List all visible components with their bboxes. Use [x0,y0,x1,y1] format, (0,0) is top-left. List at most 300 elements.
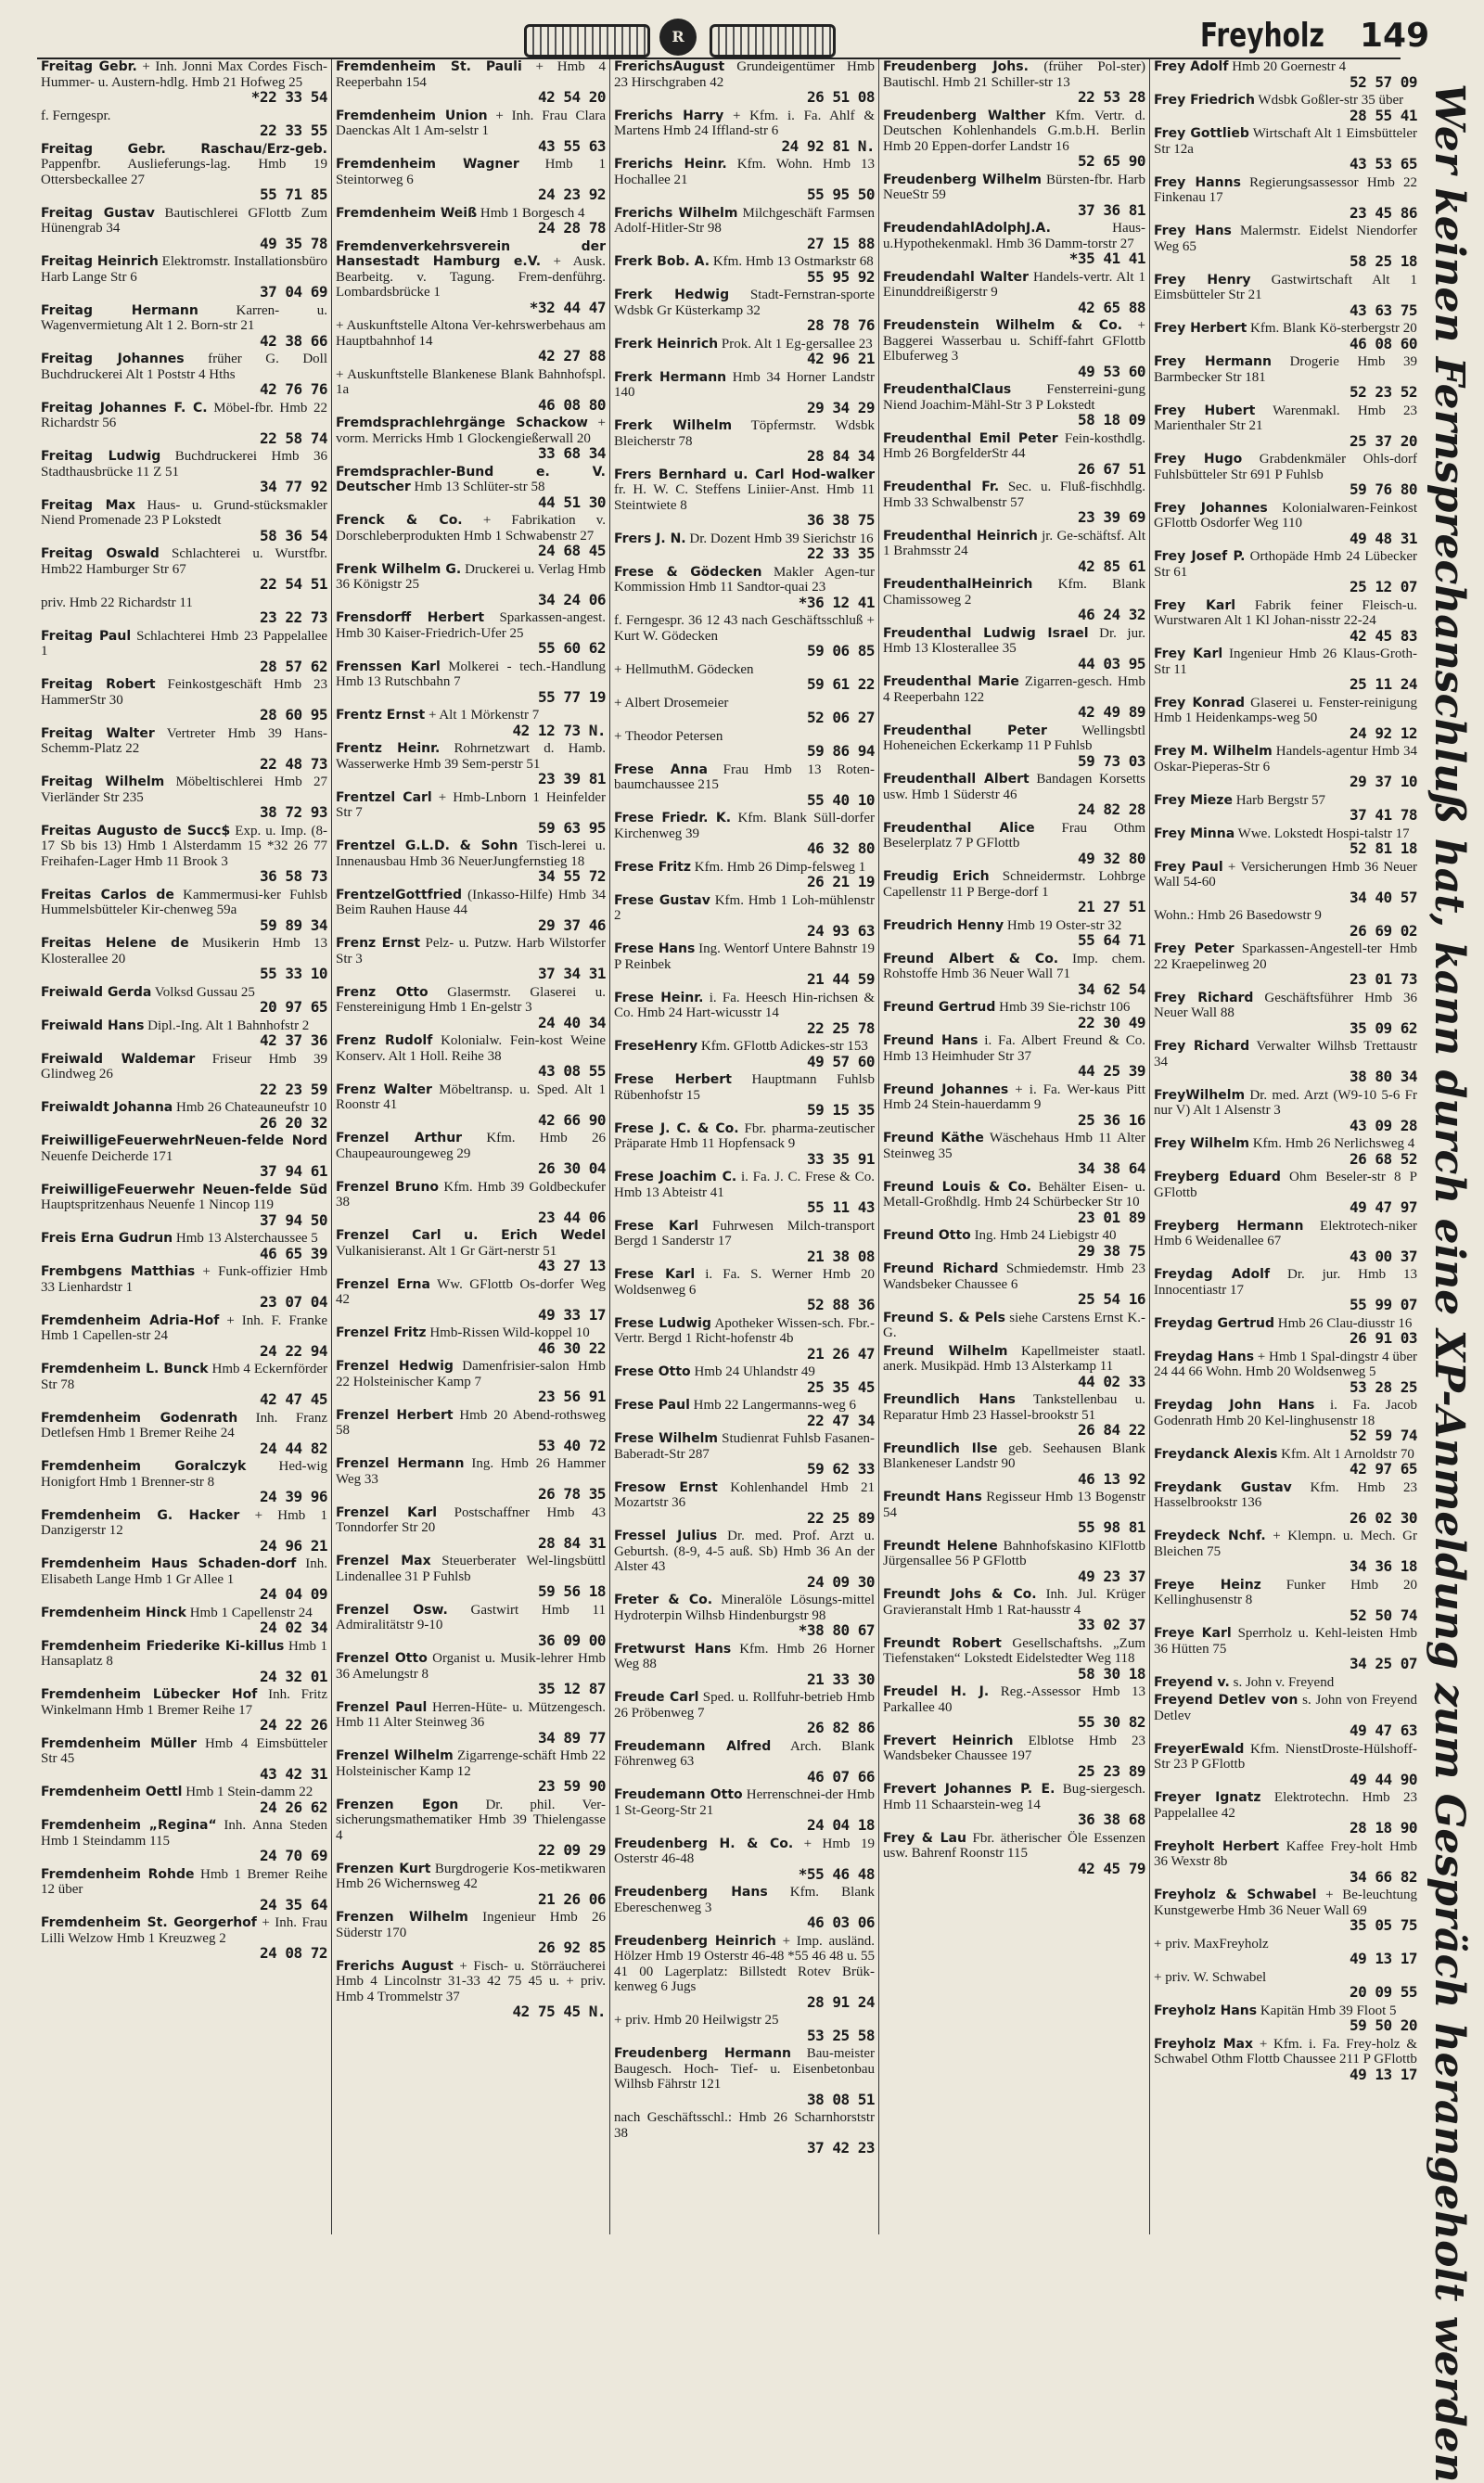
listing-details: Inh. Franz Detlefsen Hmb 1 Bremer Reihe 24 [41,1410,328,1440]
listing-phone: 46 30 22 [537,1338,606,1357]
listing-phone: 34 38 64 [1077,1159,1145,1177]
listing-phone: 35 05 75 [1349,1916,1417,1934]
listing-details: + Baggerei Wasserbau u. Schiff-fahrt GFlottb Elbuferweg 3 [883,318,1146,364]
listing-phone: 23 22 73 [259,608,327,626]
listing-details: Töpfermstr. Wdsbk Bleicherstr 78 [614,418,875,449]
listing-phone: 26 91 03 [1349,1329,1417,1347]
listing-phone: 29 34 29 [806,398,875,416]
listing-details: Hmb 20 Abend-rothsweg 58 [336,1407,606,1438]
listing-name: Frey Hubert [1154,403,1256,418]
listing-details: + priv. W. Schwabel [1154,1969,1267,1985]
listing-details: Makler Agen-tur Kommission Hmb 11 Sandtor-quai 23 [614,564,875,595]
listing-entry [41,1508,327,1555]
listing-details: Ing. Hmb 24 Liebigstr 40 [974,1228,1117,1243]
listing-entry [336,610,606,657]
listing-name: Freitag Gebr. [41,59,137,74]
listing-details: Dr. med. Prof. Arzt u. Geburtsh. (8-9, 4-5 auß. Sb) Hmb 36 An der Alster 43 [614,1529,876,1574]
listing-name: Frese Herbert [614,1072,732,1087]
listing-entry [1154,321,1417,352]
listing-entry [614,1885,875,1931]
listing-name: Frentzel Carl [336,789,432,805]
listing-name: Frey Herbert [1154,321,1247,336]
listing-details: + Imp. ausländ. Hölzer Hmb 19 Osterstr 46-48 *55 46 48 u. 55 41 00 Lagerplatz: Billstedt Rotev Brük-kenweg 6 Jugs [614,1933,876,1994]
listing-name: Frese Karl [614,1218,699,1234]
listing-name: Freundlich Ilse [883,1440,998,1456]
listing-entry [336,109,606,155]
listing-phone: 24 04 18 [806,1816,875,1834]
listing-details: nach Geschäftsschl.: Hmb 26 Scharnhorststr 38 [614,2110,875,2141]
listing-name: Freudenberg H. & Co. [614,1836,794,1851]
listing-entry [883,1261,1145,1308]
listing-phone: 52 50 74 [1349,1606,1417,1624]
listing-entry [336,465,606,511]
listing-details: Ww. GFlottb Os-dorfer Weg 42 [336,1276,606,1307]
listing-entry [1154,991,1417,1037]
listing-details: Reg.-Assessor Hmb 13 Parkallee 40 [883,1684,1145,1715]
listing-details: Behälter Eisen- u. Metall-Großhdlg. Hmb 24 Schürbecker Str 10 [883,1179,1145,1210]
listing-details: Hmb 1 Stein-damm 22 [186,1785,313,1799]
listing-details: + Versicherungen Hmb 36 Neuer Wall 54-60 [1154,859,1417,890]
listing-details: Druckerei u. Verlag Hmb 36 Königstr 25 [336,561,607,592]
listing-entry [1154,1480,1417,1527]
listing-name: Freyend v. [1154,1674,1230,1690]
listing-phone: 52 88 36 [806,1296,875,1313]
listing-entry [336,1456,606,1503]
listing-entry [336,708,606,738]
listing-details: Wwe. Lokstedt Hospi-talstr 17 [1237,826,1410,841]
listing-phone: 42 37 36 [259,1031,327,1049]
listing-phone: 25 36 16 [1077,1110,1145,1129]
listing-entry [336,1910,606,1956]
listing-entry [1154,1219,1417,1265]
listing-phone: 42 75 45 N. [512,2003,606,2020]
listing-name: Freitas Augusto de Succ$ [41,823,231,838]
listing-phone: 34 55 72 [537,867,606,885]
listing-entry [883,1490,1145,1536]
listing-details: Pelz- u. Putzw. Harb Wilstorfer Str 3 [336,936,606,966]
listing-entry [336,1959,606,2020]
listing-details: + Klempn. u. Mech. Gr Bleichen 75 [1154,1529,1418,1559]
listing-phone: 23 44 06 [537,1208,606,1226]
listing-entry [1154,1170,1417,1216]
listing-entry [614,2013,875,2043]
listing-details: Frau Othm Beselerplatz 7 P GFlottb [883,820,1145,851]
listing-entry [883,869,1145,915]
listing-details: Burgdrogerie Kos-metikwaren Hmb 26 Wichernsweg 42 [336,1861,607,1891]
listing-name: Freitas Carlos de [41,887,174,902]
listing-details: Kfm. Blank Süll-dorfer Kirchenweg 39 [614,811,875,841]
listing-entry [883,1000,1145,1030]
listing-details: Wdsbk Goßler-str 35 über [1258,93,1404,108]
listing-name: Fremdenheim Weiß [336,205,478,221]
listing-phone: 42 38 66 [259,331,327,350]
listing-phone: 52 06 27 [806,709,875,726]
listing-name: Fremdenheim „Regina“ [41,1818,217,1833]
listing-name: Frese Gustav [614,892,710,908]
listing-name: Frenzel Karl [336,1504,438,1520]
listing-details: + Albert Drosemeier [614,695,729,710]
listing-name: Frey Karl [1154,597,1236,613]
listing-entry [41,254,327,301]
listing-phone: 38 80 34 [1349,1068,1417,1085]
listing-details: Kfm. Blank Chamissoweg 2 [883,577,1146,608]
listing-details: Glaserei u. Fenster-reinigung Hmb 1 Heidenkamps-weg 50 [1154,695,1417,725]
listing-name: Frensdorff Herbert [336,610,485,625]
listing-phone: 37 36 81 [1077,200,1145,219]
listing-phone: 34 40 57 [1349,888,1417,906]
listing-phone: *35 41 41 [1068,250,1145,267]
listing-details: + priv. Hmb 20 Heilwigstr 25 [614,2013,779,2028]
listing-phone: 26 78 35 [537,1485,606,1503]
listing-phone: 24 26 62 [259,1798,327,1816]
listing-name: Freund Johannes [883,1082,1009,1097]
listing-phone: 42 47 45 [259,1390,327,1408]
listing-phone: 55 60 62 [537,639,606,657]
listing-name: Frenz Walter [336,1082,432,1097]
listing-name: Fremdenheim Rohde [41,1866,195,1882]
listing-entry [336,59,606,106]
listing-phone: 37 34 31 [537,965,606,982]
listing-phone: 24 39 96 [259,1488,327,1505]
listing-entry [1154,1790,1417,1837]
listing-entry [336,838,606,885]
listing-entry [614,1267,875,1313]
listing-name: Freudenstein Wilhelm & Co. [883,318,1123,333]
column-2 [332,59,610,2234]
listing-details: Friseur Hmb 39 Glindweg 26 [41,1051,328,1082]
listing-entry [336,1131,606,1177]
listing-entry [336,659,606,706]
listing-entry [1154,2003,1417,2034]
listing-phone: 46 32 80 [806,839,875,857]
listing-name: Freund Albert & Co. [883,951,1059,966]
listing-entry [1154,126,1417,173]
listing-details: s. John von Freyend Detlev [1154,1693,1418,1723]
listing-details: Zigarren-gesch. Hmb 4 Reeperbahn 122 [883,674,1145,705]
listing-phone: 24 32 01 [259,1667,327,1685]
listing-details: Hmb 1 Capellenstr 24 [189,1605,313,1620]
listing-details: Kohlenhandel Hmb 21 Mozartstr 36 [614,1479,875,1510]
listing-name: Fremdsprachler-Bund e. V. Deutscher [336,464,606,494]
listing-details: Kammermusi-ker Fuhlsb Hummelsbütteler Kir-chenweg 59a [41,887,328,917]
listing-details: siehe Carstens Ernst K.-G. [883,1310,1146,1340]
listing-entry [41,1687,327,1734]
listing-phone: 37 42 23 [806,2139,875,2157]
listing-details: i. Fa. Heesch Hin-richsen & Co. Hmb 24 Hart-wicusstr 14 [614,990,875,1020]
listing-name: Freund Wilhelm [883,1343,1008,1359]
listing-entry [614,696,875,726]
listing-name: Frerk Bob. A. [614,254,710,269]
listing-name: Fremdenheim Hinck [41,1605,186,1620]
listing-entry [883,109,1145,170]
listing-entry [41,206,327,252]
listing-details: Sped. u. Rollfuhr-betrieb Hmb 26 Pröbenweg 7 [614,1690,875,1721]
listing-name: Freitag Heinrich [41,254,159,269]
listing-phone: 25 11 24 [1349,675,1417,693]
listing-phone: 49 53 60 [1077,362,1145,380]
listing-entry [1154,744,1417,790]
listing-entry [1154,59,1417,90]
listing-details: Haus-u.Hypothekenmakl. Hmb 36 Damm-torstr 27 [883,221,1145,251]
listing-name: Frey Hans [1154,224,1232,238]
listing-details: Hmb 1 Hansaplatz 8 [41,1638,328,1669]
listing-phone: 52 81 18 [1349,839,1417,857]
listing-phone: 26 20 32 [259,1113,327,1132]
listing-phone: 22 54 51 [259,575,327,593]
page-number: 149 [1360,17,1430,55]
listing-details: Wellingsbtl Hoheneichen Eckerkamp 11 P Fuhlsb [883,723,1145,753]
listing-phone: 43 27 13 [537,1257,606,1274]
listing-phone: 55 40 10 [806,790,875,809]
listing-details: + Auskunftstelle Altona Ver-kehrswerbehaus am Hauptbahnhof 14 [336,318,606,349]
listing-name: Frenzel Osw. [336,1602,448,1618]
listing-details: Glasermstr. Glaserei u. Fenstereinigung Hmb 1 En-gelstr 3 [336,984,606,1015]
listing-details: Bürsten-fbr. Harb NeueStr 59 [883,172,1145,202]
listing-name: Freyberg Eduard [1154,1170,1281,1184]
listing-details: Ing. Wentorf Untere Bahnstr 19 P Reinbek [614,941,875,972]
listing-phone: 33 02 37 [1077,1616,1145,1633]
listing-details: Kfm. Hmb 26 Chaupeauroungeweg 29 [336,1131,606,1161]
listing-details: Ingenieur Hmb 26 Klaus-Groth-Str 11 [1154,646,1417,677]
listing-name: Frey Henry [1154,272,1251,288]
listing-phone: 58 30 18 [1077,1664,1145,1683]
listing-phone: 34 25 07 [1349,1655,1417,1672]
listing-phone: 43 08 55 [537,1062,606,1080]
listing-details: Gastwirt Hmb 11 Admiralitätstr 9-10 [336,1602,606,1632]
listing-details: Regisseur Hmb 13 Bogenstr 54 [883,1490,1146,1520]
listing-details: Fbr. ätherischer Öle Essenzen usw. Bahrenf Roonstr 115 [883,1830,1145,1861]
listing-phone: 34 62 54 [1077,979,1145,998]
listing-details: Fabrik feiner Fleisch-u. Wurstwaren Alt 1 Kl Johan-nisstr 22-24 [1154,597,1417,628]
listing-name: Fresow Ernst [614,1479,718,1495]
listing-phone: 24 02 34 [259,1619,327,1636]
listing-phone: 22 58 74 [259,429,327,447]
listing-name: Freund Gertrud [883,1000,996,1015]
listing-name: Freyer Ignatz [1154,1790,1261,1805]
listing-details: Prok. Alt 1 Eg-gersallee 23 [721,336,873,352]
listing-details: Karren- u. Wagenvermietung Alt 1 2. Born-str 21 [41,302,327,333]
listing-entry [614,1787,875,1834]
listing-name: Frey Hanns [1154,174,1241,190]
listing-phone: 24 04 09 [259,1585,327,1603]
listing-details: Dipl.-Ing. Alt 1 Bahnhofstr 2 [147,1018,310,1033]
listing-details: Sparkassen-angest. Hmb 30 Kaiser-Friedrich-Ufer 25 [336,610,607,641]
listing-name: Freitag Johannes F. C. [41,400,208,416]
listing-entry [41,1231,327,1261]
listing-name: Fremdenheim Godenrath [41,1410,238,1426]
listing-phone: 22 09 29 [537,1841,606,1859]
listing-details: i. Fa. Jacob Godenrath Hmb 20 Kel-linghusenstr 18 [1154,1398,1418,1428]
listing-phone: 28 78 76 [806,316,875,334]
listing-details: + Hmb 4 Reeperbahn 154 [336,59,606,90]
listing-details: + Fabrikation v. Dorschleberprodukten Hmb 1 Schwabenstr 27 [336,513,607,544]
listing-entry [883,918,1145,949]
listing-details: Inh. Jul. Krüger Gravieranstalt Hmb 1 Rat-hausstr 4 [883,1587,1146,1618]
listing-details: Wirtschaft Alt 1 Eimsbütteler Str 12a [1154,126,1417,157]
listing-name: Freund Hans [883,1033,979,1048]
listing-entry [336,1700,606,1747]
listing-details: Ingenieur Hmb 26 Süderstr 170 [336,1910,606,1940]
listing-entry [41,1785,327,1815]
listing-details: Elblotse Hmb 23 Wandsbeker Chaussee 197 [883,1733,1146,1763]
listing-details: Stadt-Fernstran-sporte Wdsbk Gr Küsterkamp 32 [614,288,875,318]
listing-name: Frerichs August [336,1958,454,1974]
listing-phone: 36 38 75 [806,511,875,529]
listing-details: Hmb 34 Horner Landstr 140 [614,369,875,400]
listing-entry [336,367,606,414]
listing-entry [614,2046,875,2107]
listing-phone: 42 76 76 [259,380,327,398]
listing-name: Frentz Heinr. [336,741,441,756]
listing-name: Frese J. C. & Co. [614,1120,739,1136]
listing-phone: 34 89 77 [537,1728,606,1747]
listing-phone: 26 68 52 [1349,1149,1417,1168]
column-3 [610,59,879,2234]
listing-entry [1154,908,1417,939]
listing-phone: 42 45 79 [1077,1859,1145,1877]
listing-phone: 25 35 45 [806,1377,875,1396]
listing-entry [41,546,327,593]
listing-entry [614,762,875,809]
listing-phone: 23 07 04 [259,1293,327,1311]
listing-name: FreyerEwald [1154,1741,1245,1757]
listing-phone: 28 55 41 [1349,106,1417,124]
listing-phone: 55 11 43 [806,1198,875,1216]
listing-name: Frey Johannes [1154,500,1268,516]
listing-details: Kfm. Hmb 13 Ostmarkstr 68 [712,254,874,269]
listing-entry [1154,1839,1417,1886]
listing-phone: 42 65 88 [1077,298,1145,316]
listing-name: Fremdenheim L. Bunck [41,1362,209,1376]
listing-entry [1154,549,1417,595]
listing-details: früher G. Doll Buchdruckerei Alt 1 Poststr 4 Hths [41,352,327,382]
listing-details: Dr. jur. Hmb 13 Innocentiastr 17 [1154,1267,1418,1298]
listing-details: Wohn.: Hmb 26 Basedowstr 9 [1154,908,1322,923]
listing-name: Frese Heinr. [614,990,704,1005]
listing-phone: 28 60 95 [259,706,327,723]
listing-entry [1154,646,1417,693]
listing-entry [614,337,875,367]
listing-name: Freyholz & Schwabel [1154,1888,1317,1902]
listing-phone: 49 32 80 [1077,849,1145,867]
listing-entry [1154,1693,1417,1739]
listing-details: Bug-siergesch. Hmb 11 Schaarstein-weg 14 [883,1782,1145,1812]
listing-entry [336,1277,606,1324]
listing-phone: 24 68 45 [537,542,606,559]
listing-name: Fremdenheim Goralczyk [41,1459,247,1474]
listing-phone: 44 03 95 [1077,654,1145,672]
listing-entry [614,206,875,252]
listing-details: (Inkasso-Hilfe) Hmb 34 Beim Rauhen Hause 44 [336,887,606,917]
listing-details: Bau-meister Baugesch. Hoch- Tief- u. Eisenbetonbau Wilhsb Fährstr 121 [614,2046,876,2092]
listing-details: + Hmb 1 Spal-dingstr 4 über 24 44 66 Wohn. Hmb 20 Woldsenweg 5 [1154,1349,1418,1379]
listing-entry [883,1082,1145,1129]
listing-name: Frenzel Erna [336,1276,430,1292]
listing-name: Frey Hermann [1154,354,1272,369]
listing-entry [883,59,1145,106]
listing-name: Frenzel Hermann [336,1456,465,1471]
listing-name: Frey Peter [1154,941,1235,956]
listing-phone: 35 09 62 [1349,1018,1417,1037]
listing-entry [1154,2037,1417,2083]
listing-details: Hed-wig Honigfort Hmb 1 Brenner-str 8 [41,1459,327,1490]
listing-name: Freitag Hermann [41,302,198,318]
listing-name: Freydanck Alexis [1154,1446,1278,1462]
listing-entry [41,774,327,821]
listing-entry [1154,1039,1417,1085]
listing-entry [614,860,875,890]
listing-name: Freude Carl [614,1690,699,1705]
listing-details: Schneidermstr. Lohbrge Capellenstr 11 P Berge-dorf 1 [883,869,1145,900]
listing-phone: 46 07 66 [806,1767,875,1785]
listing-phone: 36 38 68 [1077,1811,1145,1828]
listing-entry [41,1818,327,1864]
listing-entry [883,318,1145,379]
listing-name: Frerk Hedwig [614,288,730,302]
listing-phone: 59 61 22 [806,675,875,693]
listing-details: Hmb 39 Sie-richstr 106 [999,1000,1131,1015]
listing-phone: 34 77 92 [259,478,327,495]
listing-phone: 43 42 31 [259,1764,327,1783]
listing-entry [1154,826,1417,857]
listing-phone: 42 96 21 [806,350,875,367]
listing-entry [336,1359,606,1405]
listing-phone: 58 36 54 [259,526,327,544]
listing-name: Fremdenheim G. Hacker [41,1507,240,1523]
listing-details: Tankstellenbau u. Reparatur Hmb 23 Hassel-brookstr 51 [883,1392,1145,1423]
listing-entry [614,109,875,155]
listing-phone: 24 22 94 [259,1341,327,1360]
listing-entry [41,1867,327,1913]
listing-phone: 25 37 20 [1349,431,1417,450]
listing-entry [41,1362,327,1408]
column-1 [37,59,332,2234]
listing-phone: 42 45 83 [1349,626,1417,645]
listing-entry [883,1782,1145,1828]
listing-phone: 49 47 63 [1349,1721,1417,1739]
listing-phone: 59 73 03 [1077,751,1145,770]
listing-details: priv. Hmb 22 Richardstr 11 [41,595,193,610]
listing-details: Malermstr. Eidelst Niendorfer Weg 65 [1154,224,1418,254]
listing-entry [883,1033,1145,1080]
listing-details: Hmb 1 Borgesch 4 [480,205,585,221]
listing-entry [614,613,875,659]
listing-phone: 24 22 26 [259,1716,327,1734]
listing-details: Fein-kosthdlg. Hmb 26 BorgfelderStr 44 [883,430,1145,461]
listing-entry [41,498,327,544]
listing-name: Frey Konrad [1154,695,1246,710]
listing-details: Pappenfbr. Auslieferungs-lag. Hmb 19 Ottersbeckallee 27 [41,157,327,187]
listing-phone: 46 08 60 [1349,334,1417,352]
listing-entry [1154,1675,1417,1691]
listing-details: i. Fa. S. Werner Hmb 20 Woldsenweg 6 [614,1267,875,1298]
listing-details: Kfm. Alt 1 Arnoldstr 70 [1281,1446,1414,1462]
listing-phone: 46 24 32 [1077,606,1145,623]
listing-details: i. Fa. Albert Freund & Co. Hmb 13 Heimhuder Str 37 [883,1033,1145,1064]
listing-details: Kfm. GFlottb Adickes-str 153 [700,1039,868,1054]
listing-phone: 23 45 86 [1349,203,1417,222]
listing-entry [336,239,606,316]
listing-name: Frenzel Wilhelm [336,1748,454,1763]
listing-phone: 49 33 17 [537,1305,606,1324]
listing-phone: 29 38 75 [1077,1241,1145,1260]
listing-phone: 55 71 85 [259,186,327,203]
listing-name: Freydank Gustav [1154,1479,1292,1495]
listing-details: Möbel-fbr. Hmb 22 Richardstr 56 [41,400,328,430]
listing-details: Orthopäde Hmb 24 Lübecker Str 61 [1154,549,1417,580]
listing-details: Arch. Blank Föhrenweg 63 [614,1738,875,1769]
listing-entry [336,513,606,559]
